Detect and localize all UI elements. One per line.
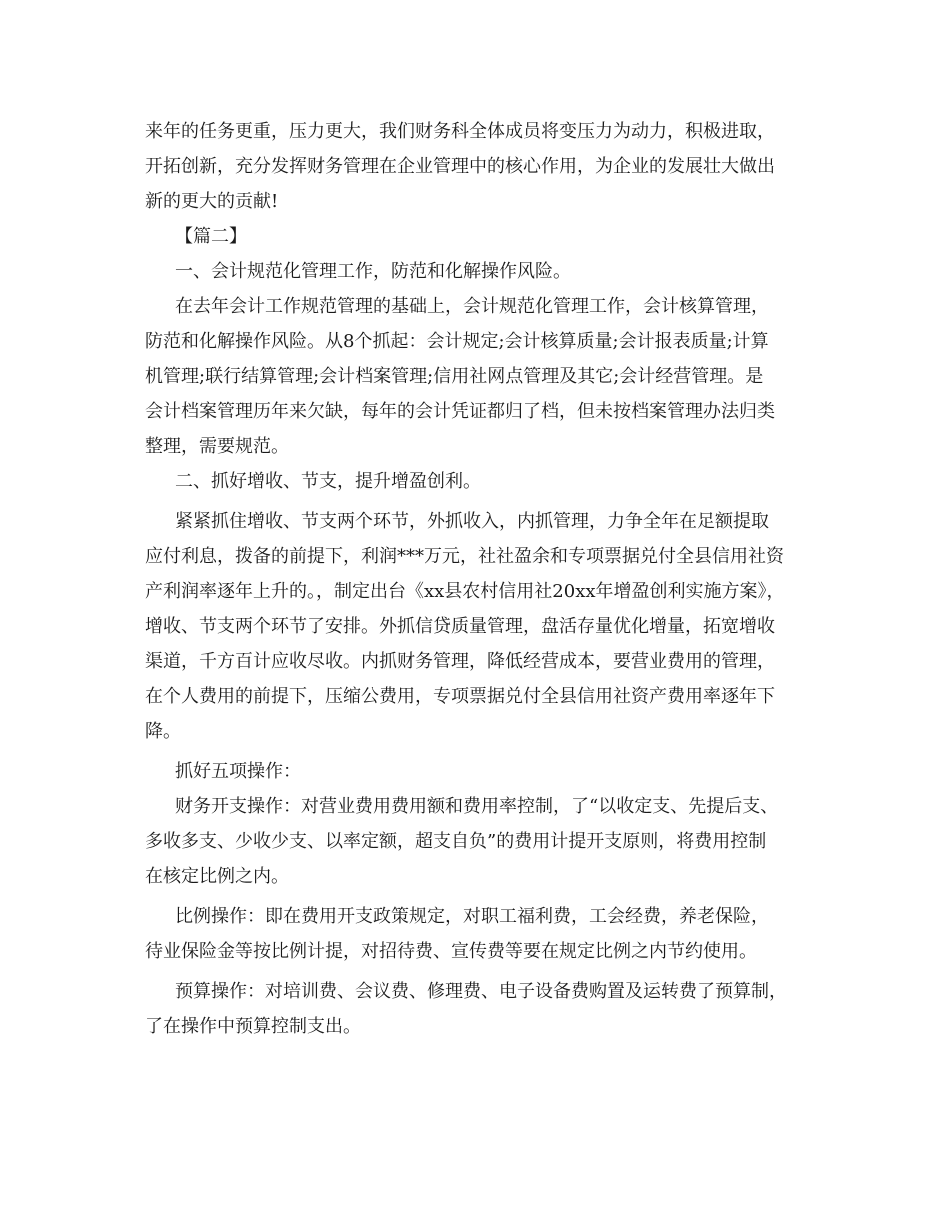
- text-line: 机管理;联行结算管理;会计档案管理;信用社网点管理及其它;会计经营管理。是: [145, 366, 764, 387]
- text-line: 增收、节支两个环节了安排。外抓信贷质量管理，盘活存量优化增量，拓宽增收: [145, 616, 775, 637]
- text-line: 在个人费用的前提下，压缩公费用，专项票据兑付全县信用社资产费用率逐年下: [145, 686, 775, 707]
- text-line: 一、会计规范化管理工作，防范和化解操作风险。: [175, 261, 571, 282]
- text-line: 在核定比例之内。: [145, 866, 289, 887]
- text-line: 产利润率逐年上升的。，制定出台《xx县农村信用社20xx年增盈创利实施方案》，: [145, 581, 785, 602]
- section-heading: 【篇二】: [175, 226, 247, 247]
- text-line: 开拓创新，充分发挥财务管理在企业管理中的核心作用，为企业的发展壮大做出: [145, 156, 775, 177]
- text-line: 财务开支操作：对营业费用费用额和费用率控制，了“以收定支、先提后支、: [175, 796, 779, 817]
- text-line: 整理，需要规范。: [145, 436, 289, 457]
- text-line: 降。: [145, 721, 181, 742]
- text-line: 待业保险金等按比例计提，对招待费、宣传费等要在规定比例之内节约使用。: [145, 941, 757, 962]
- text-line: 预算操作：对培训费、会议费、修理费、电子设备费购置及运转费了预算制，: [175, 981, 787, 1002]
- text-line: 多收多支、少收少支、以率定额，超支自负”的费用计提开支原则，将费用控制: [145, 831, 767, 852]
- text-line: 来年的任务更重，压力更大，我们财务科全体成员将变压力为动力，积极进取，: [145, 121, 775, 142]
- text-line: 防范和化解操作风险。从8个抓起：会计规定;会计核算质量;会计报表质量;计算: [145, 331, 769, 352]
- text-line: 渠道，千方百计应收尽收。内抓财务管理，降低经营成本，要营业费用的管理，: [145, 651, 775, 672]
- text-line: 比例操作：即在费用开支政策规定，对职工福利费，工会经费，养老保险，: [175, 906, 769, 927]
- text-line: 应付利息，拨备的前提下，利润***万元，社社盈余和专项票据兑付全县信用社资: [145, 546, 784, 567]
- text-line: 二、抓好增收、节支，提升增盈创利。: [175, 471, 481, 492]
- text-line: 会计档案管理历年来欠缺，每年的会计凭证都归了档，但未按档案管理办法归类: [145, 401, 775, 422]
- text-line: 抓好五项操作：: [175, 761, 301, 782]
- text-line: 了在操作中预算控制支出。: [145, 1016, 361, 1037]
- text-line: 新的更大的贡献!: [145, 191, 279, 212]
- text-line: 紧紧抓住增收、节支两个环节，外抓收入，内抓管理，力争全年在足额提取: [175, 511, 769, 532]
- text-line: 在去年会计工作规范管理的基础上，会计规范化管理工作，会计核算管理，: [175, 296, 769, 317]
